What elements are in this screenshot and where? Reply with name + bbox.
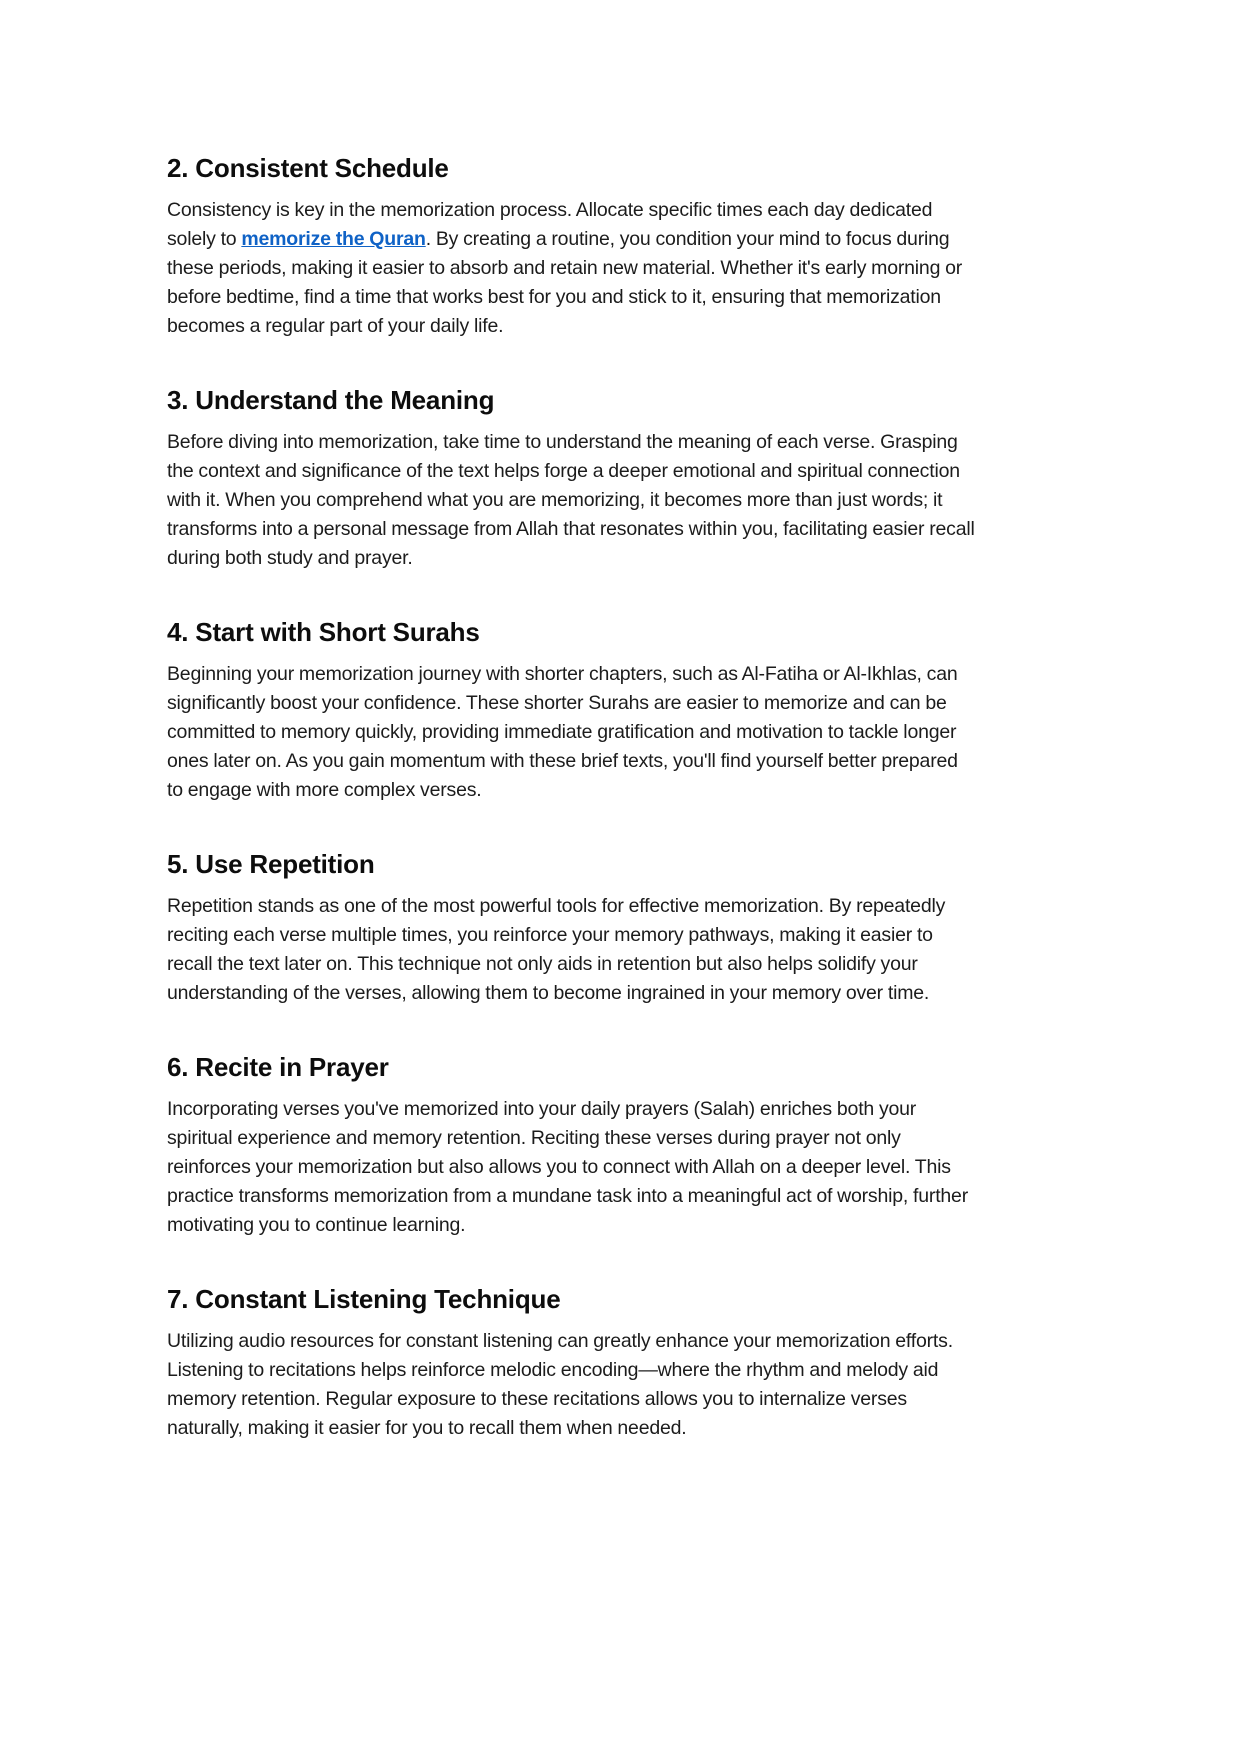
memorize-the-quran-link[interactable]: memorize the Quran (241, 228, 426, 250)
section-heading: 3. Understand the Meaning (167, 385, 495, 415)
section-paragraph: Utilizing audio resources for constant listening can greatly enhance your memorization efforts. Listening to recitations helps reinforce melodic encoding—where the rhythm and melody aid memory retention. Regular exposure to these recitations allows you to internalize verses naturally, making it easier for you to recall them when needed. (167, 1330, 953, 1439)
section-heading: 4. Start with Short Surahs (167, 617, 480, 647)
section-paragraph: Before diving into memorization, take time to understand the meaning of each verse. Grasping the context and significance of the text helps forge a deeper emotional and spiritual connection with it. When you comprehend what you are memorizing, it becomes more than just words; it transforms into a personal message from Allah that resonates within you, facilitating easier recall during both study and prayer. (167, 431, 975, 569)
section-constant-listening-technique (167, 1283, 975, 1443)
section-start-with-short-surahs (167, 616, 975, 805)
section-heading: 7. Constant Listening Technique (167, 1284, 561, 1314)
section-understand-the-meaning (167, 384, 975, 573)
section-heading: 5. Use Repetition (167, 849, 375, 879)
section-consistent-schedule (167, 152, 975, 341)
section-paragraph: Incorporating verses you've memorized into your daily prayers (Salah) enriches both your spiritual experience and memory retention. Reciting these verses during prayer not only reinforces your memorization but also allows you to connect with Allah on a deeper level. This practice transforms memorization from a mundane task into a meaningful act of worship, further motivating you to continue learning. (167, 1098, 968, 1236)
section-heading: 2. Consistent Schedule (167, 153, 449, 183)
section-paragraph: Beginning your memorization journey with shorter chapters, such as Al-Fatiha or Al-Ikhlas, can significantly boost your confidence. These shorter Surahs are easier to memorize and can be committed to memory quickly, providing immediate gratification and motivation to tackle longer ones later on. As you gain momentum with these brief texts, you'll find yourself better prepared to engage with more complex verses. (167, 663, 958, 801)
section-heading: 6. Recite in Prayer (167, 1052, 389, 1082)
section-recite-in-prayer (167, 1051, 975, 1240)
paragraph-text-after-link: . By creating a routine, you condition your mind to focus during these periods, making it easier to absorb and retain new material. Whether it's early morning or before bedtime, find a time that works best for you and stick to it, ensuring that memorization becomes a regular part of your daily life. (167, 228, 963, 337)
section-paragraph (167, 196, 975, 341)
section-paragraph: Repetition stands as one of the most powerful tools for effective memorization. By repeatedly reciting each verse multiple times, you reinforce your memory pathways, making it easier to recall the text later on. This technique not only aids in retention but also helps solidify your understanding of the verses, allowing them to become ingrained in your memory over time. (167, 895, 946, 1004)
section-use-repetition (167, 848, 975, 1008)
paragraph-text-before-link: Consistency is key in the memorization process. Allocate specific times each day dedicated solely to (167, 199, 933, 250)
